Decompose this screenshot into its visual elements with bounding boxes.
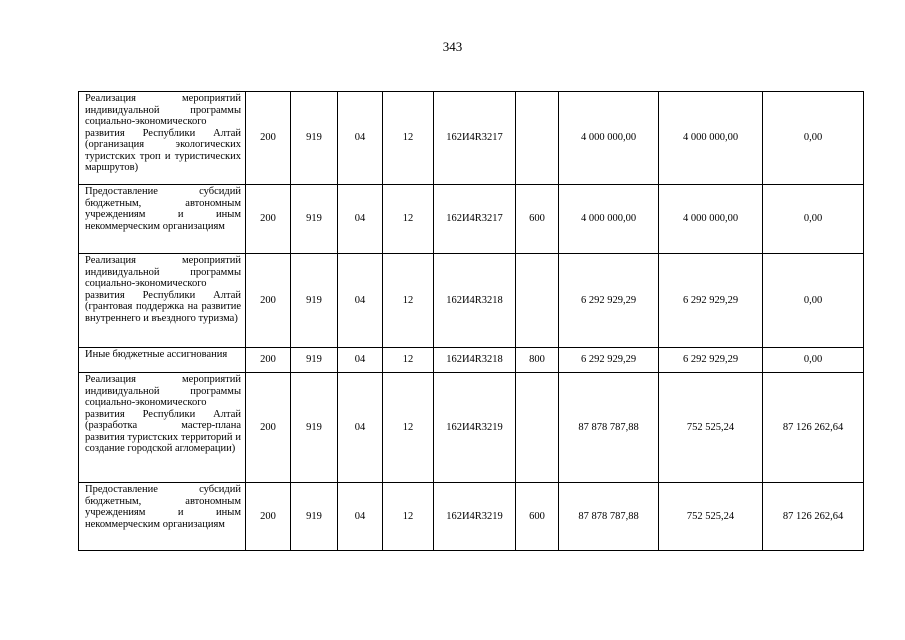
- ministry-code-cell: 919: [291, 373, 338, 483]
- table-row: [79, 92, 864, 185]
- amount-cell: 87 878 787,88: [559, 483, 659, 551]
- code-cell: 200: [246, 348, 291, 373]
- amount-cell: 4 000 000,00: [559, 92, 659, 185]
- section-code-cell: 04: [338, 348, 383, 373]
- subsection-code-cell: 12: [383, 185, 434, 254]
- amount-cell: 87 126 262,64: [763, 483, 864, 551]
- row-description: Предоставление субсидий бюджетным, автономным учреждениям и иным некоммерческим организациям: [79, 185, 246, 254]
- page-number: 343: [442, 39, 463, 54]
- ministry-code-cell: 919: [291, 348, 338, 373]
- table-row: [79, 185, 864, 254]
- row-description: Реализация мероприятий индивидуальной программы социально-экономического развития Республики Алтай (организация экологических туристских троп и туристических маршрутов): [79, 92, 246, 185]
- amount-cell: 6 292 929,29: [659, 254, 763, 348]
- table-row: [79, 483, 864, 551]
- row-description: Реализация мероприятий индивидуальной программы социально-экономического развития Республики Алтай (разработка мастер-плана развития туристских территорий и создание городской агломерации): [79, 373, 246, 483]
- target-article-cell: 162И4R3218: [434, 254, 516, 348]
- section-code-cell: 04: [338, 373, 383, 483]
- target-article-cell: 162И4R3219: [434, 373, 516, 483]
- amount-cell: 87 126 262,64: [763, 373, 864, 483]
- expense-type-cell: 600: [516, 185, 559, 254]
- expense-type-cell: [516, 373, 559, 483]
- expense-type-cell: 800: [516, 348, 559, 373]
- amount-cell: 4 000 000,00: [559, 185, 659, 254]
- code-cell: 200: [246, 92, 291, 185]
- table-row: [79, 373, 864, 483]
- amount-cell: 0,00: [763, 185, 864, 254]
- target-article-cell: 162И4R3217: [434, 185, 516, 254]
- amount-cell: 6 292 929,29: [559, 254, 659, 348]
- target-article-cell: 162И4R3217: [434, 92, 516, 185]
- ministry-code-cell: 919: [291, 185, 338, 254]
- section-code-cell: 04: [338, 185, 383, 254]
- row-description: Предоставление субсидий бюджетным, автономным учреждениям и иным некоммерческим организациям: [79, 483, 246, 551]
- expense-type-cell: [516, 92, 559, 185]
- amount-cell: 0,00: [763, 92, 864, 185]
- amount-cell: 6 292 929,29: [559, 348, 659, 373]
- expense-type-cell: 600: [516, 483, 559, 551]
- row-description: Реализация мероприятий индивидуальной программы социально-экономического развития Республики Алтай (грантовая поддержка на развитие внутреннего и въездного туризма): [79, 254, 246, 348]
- expense-type-cell: [516, 254, 559, 348]
- subsection-code-cell: 12: [383, 92, 434, 185]
- ministry-code-cell: 919: [291, 483, 338, 551]
- section-code-cell: 04: [338, 483, 383, 551]
- target-article-cell: 162И4R3218: [434, 348, 516, 373]
- amount-cell: 6 292 929,29: [659, 348, 763, 373]
- ministry-code-cell: 919: [291, 254, 338, 348]
- subsection-code-cell: 12: [383, 348, 434, 373]
- code-cell: 200: [246, 185, 291, 254]
- amount-cell: 0,00: [763, 348, 864, 373]
- code-cell: 200: [246, 254, 291, 348]
- amount-cell: 4 000 000,00: [659, 92, 763, 185]
- target-article-cell: 162И4R3219: [434, 483, 516, 551]
- amount-cell: 0,00: [763, 254, 864, 348]
- section-code-cell: 04: [338, 254, 383, 348]
- section-code-cell: 04: [338, 92, 383, 185]
- code-cell: 200: [246, 373, 291, 483]
- ministry-code-cell: 919: [291, 92, 338, 185]
- row-description: Иные бюджетные ассигнования: [79, 348, 246, 373]
- amount-cell: 752 525,24: [659, 483, 763, 551]
- table-row: [79, 254, 864, 348]
- subsection-code-cell: 12: [383, 373, 434, 483]
- amount-cell: 752 525,24: [659, 373, 763, 483]
- code-cell: 200: [246, 483, 291, 551]
- amount-cell: 87 878 787,88: [559, 373, 659, 483]
- table-row: [79, 348, 864, 373]
- subsection-code-cell: 12: [383, 483, 434, 551]
- subsection-code-cell: 12: [383, 254, 434, 348]
- budget-table: [78, 91, 864, 551]
- amount-cell: 4 000 000,00: [659, 185, 763, 254]
